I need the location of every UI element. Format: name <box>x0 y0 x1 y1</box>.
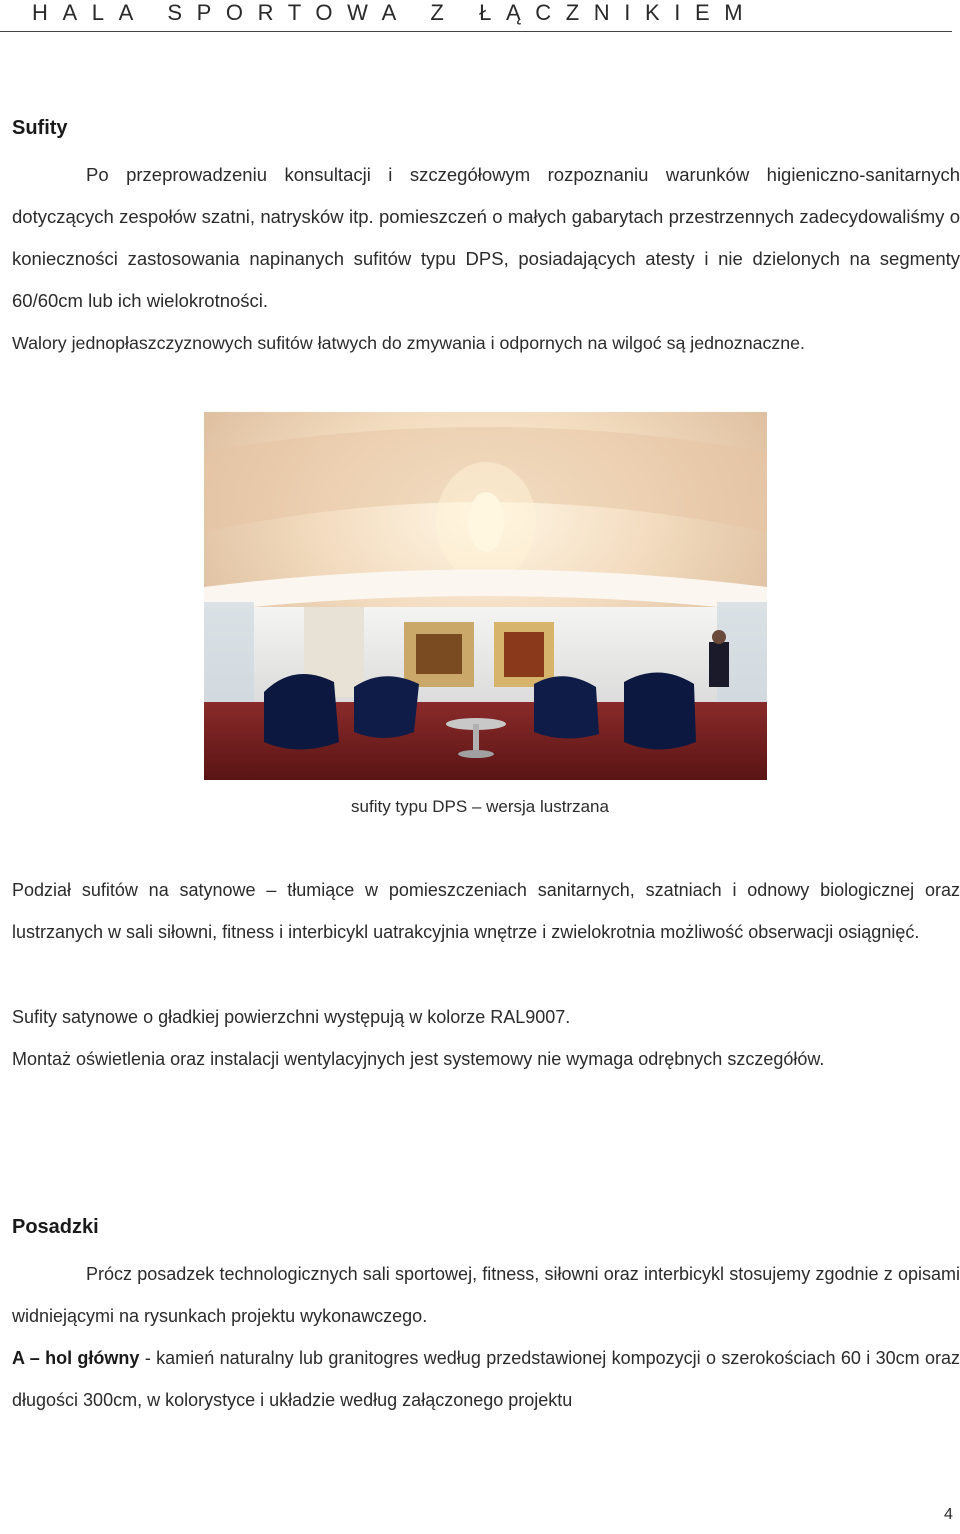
header-rule <box>0 31 952 32</box>
paragraph-posadzki-1-text: Prócz posadzek technologicznych sali sportowej, fitness, siłowni oraz interbicykl stosujemy zgodnie z opisami widniejącymi na rysunkach projektu wykonawczego. <box>12 1264 960 1326</box>
paragraph-posadzki-2-text: - kamień naturalny lub granitogres według przedstawionej kompozycji o szerokościach 60 i 30cm oraz długości 300cm, w kolorystyce i układzie według załączonego projektu <box>12 1348 960 1410</box>
ceiling-photo <box>204 412 767 780</box>
paragraph-sufity-3: Podział sufitów na satynowe – tłumiące w pomieszczeniach sanitarnych, szatniach i odnowy biologicznej oraz lustrzanych w sali siłowni, fitness i interbicykl uatrakcyjnia wnętrze i zwielokrotnia możliwość obserwacji osiągnięć. <box>12 880 960 942</box>
photo-caption: sufity typu DPS – wersja lustrzana <box>351 797 609 816</box>
paragraph-sufity-2: Walory jednopłaszczyznowych sufitów łatwych do zmywania i odpornych na wilgoć są jednoznaczne. <box>12 333 805 353</box>
paragraph-sufity-1-text: Po przeprowadzeniu konsultacji i szczegółowym rozpoznaniu warunków higieniczno-sanitarnych dotyczących zespołów szatni, natrysków itp. pomieszczeń o małych gabarytach przestrzennych zadecydowaliśmy o konieczności zastosowania napinanych sufitów typu DPS, posiadających atesty i nie dzielonych na segmenty 60/60cm lub ich wielokrotności. <box>12 164 960 311</box>
hall-label: A – hol główny <box>12 1348 140 1368</box>
paragraph-sufity-1 <box>12 154 960 322</box>
paragraph-posadzki-1 <box>12 1253 960 1337</box>
section-heading-posadzki: Posadzki <box>12 1216 99 1238</box>
page-header <box>0 0 960 34</box>
header-title: HALA SPORTOWA Z ŁĄCZNIKIEM <box>32 0 758 25</box>
paragraph-posadzki-2 <box>12 1337 960 1421</box>
page-number: 4 <box>944 1506 953 1523</box>
paragraph-sufity-5: Montaż oświetlenia oraz instalacji wentylacyjnych jest systemowy nie wymaga odrębnych szczegółów. <box>12 1049 825 1069</box>
section-heading-sufity: Sufity <box>12 117 68 139</box>
ceiling-photo-image <box>204 412 767 780</box>
paragraph-sufity-4: Sufity satynowe o gładkiej powierzchni występują w kolorze RAL9007. <box>12 1007 571 1027</box>
